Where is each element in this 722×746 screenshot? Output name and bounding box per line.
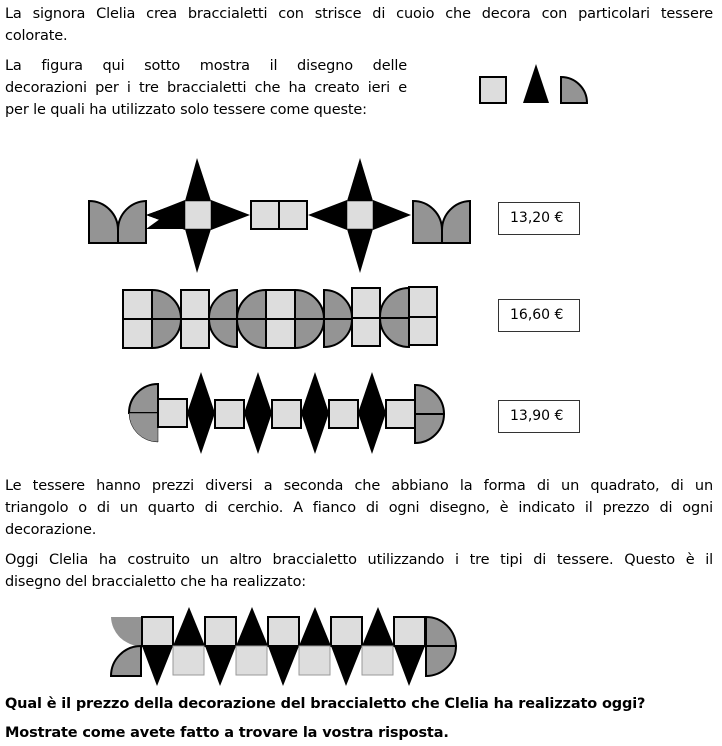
explanation-line-2: triangolo o di un quarto di cerchio. A fianco di ogni disegno, è indicato il prezzo di ogni bbox=[5, 500, 713, 516]
question-2: Mostrate come avete fatto a trovare la vostra risposta. bbox=[5, 725, 449, 741]
bracelet-3-price: 13,90 € bbox=[498, 400, 580, 433]
explanation-line-1: Le tessere hanno prezzi diversi a seconda che abbiano la forma di un quadrato, di un bbox=[5, 478, 713, 494]
bracelet-2-design bbox=[123, 287, 437, 348]
figure-text-2: decorazioni per i tre braccialetti che ha creato ieri e bbox=[5, 80, 407, 96]
bracelet-2-price: 16,60 € bbox=[498, 299, 580, 332]
square-tile-icon bbox=[480, 77, 506, 103]
figure-text-3: per le quali ha utilizzato solo tessere come queste: bbox=[5, 102, 367, 118]
today-line-1: Oggi Clelia ha costruito un altro braccialetto utilizzando i tre tipi di tessere. Questo è il bbox=[5, 552, 713, 568]
figure-text-1: La figura qui sotto mostra il disegno delle bbox=[5, 58, 407, 74]
explanation-line-3: decorazione. bbox=[5, 522, 97, 538]
today-line-2: disegno del braccialetto che ha realizzato: bbox=[5, 574, 307, 590]
bracelet-3-design bbox=[129, 372, 444, 454]
intro-line-1: La signora Clelia crea braccialetti con strisce di cuoio che decora con particolari tessere bbox=[5, 6, 713, 22]
intro-line-2: colorate. bbox=[5, 28, 68, 44]
triangle-tile-icon bbox=[523, 64, 549, 103]
bracelet-today-design bbox=[111, 607, 456, 686]
quarter-circle-tile-icon bbox=[561, 77, 587, 103]
bracelet-1-design bbox=[89, 158, 470, 273]
tile-legend bbox=[480, 64, 587, 103]
bracelet-1-price: 13,20 € bbox=[498, 202, 580, 235]
question-1: Qual è il prezzo della decorazione del braccialetto che Clelia ha realizzato oggi? bbox=[5, 696, 646, 712]
